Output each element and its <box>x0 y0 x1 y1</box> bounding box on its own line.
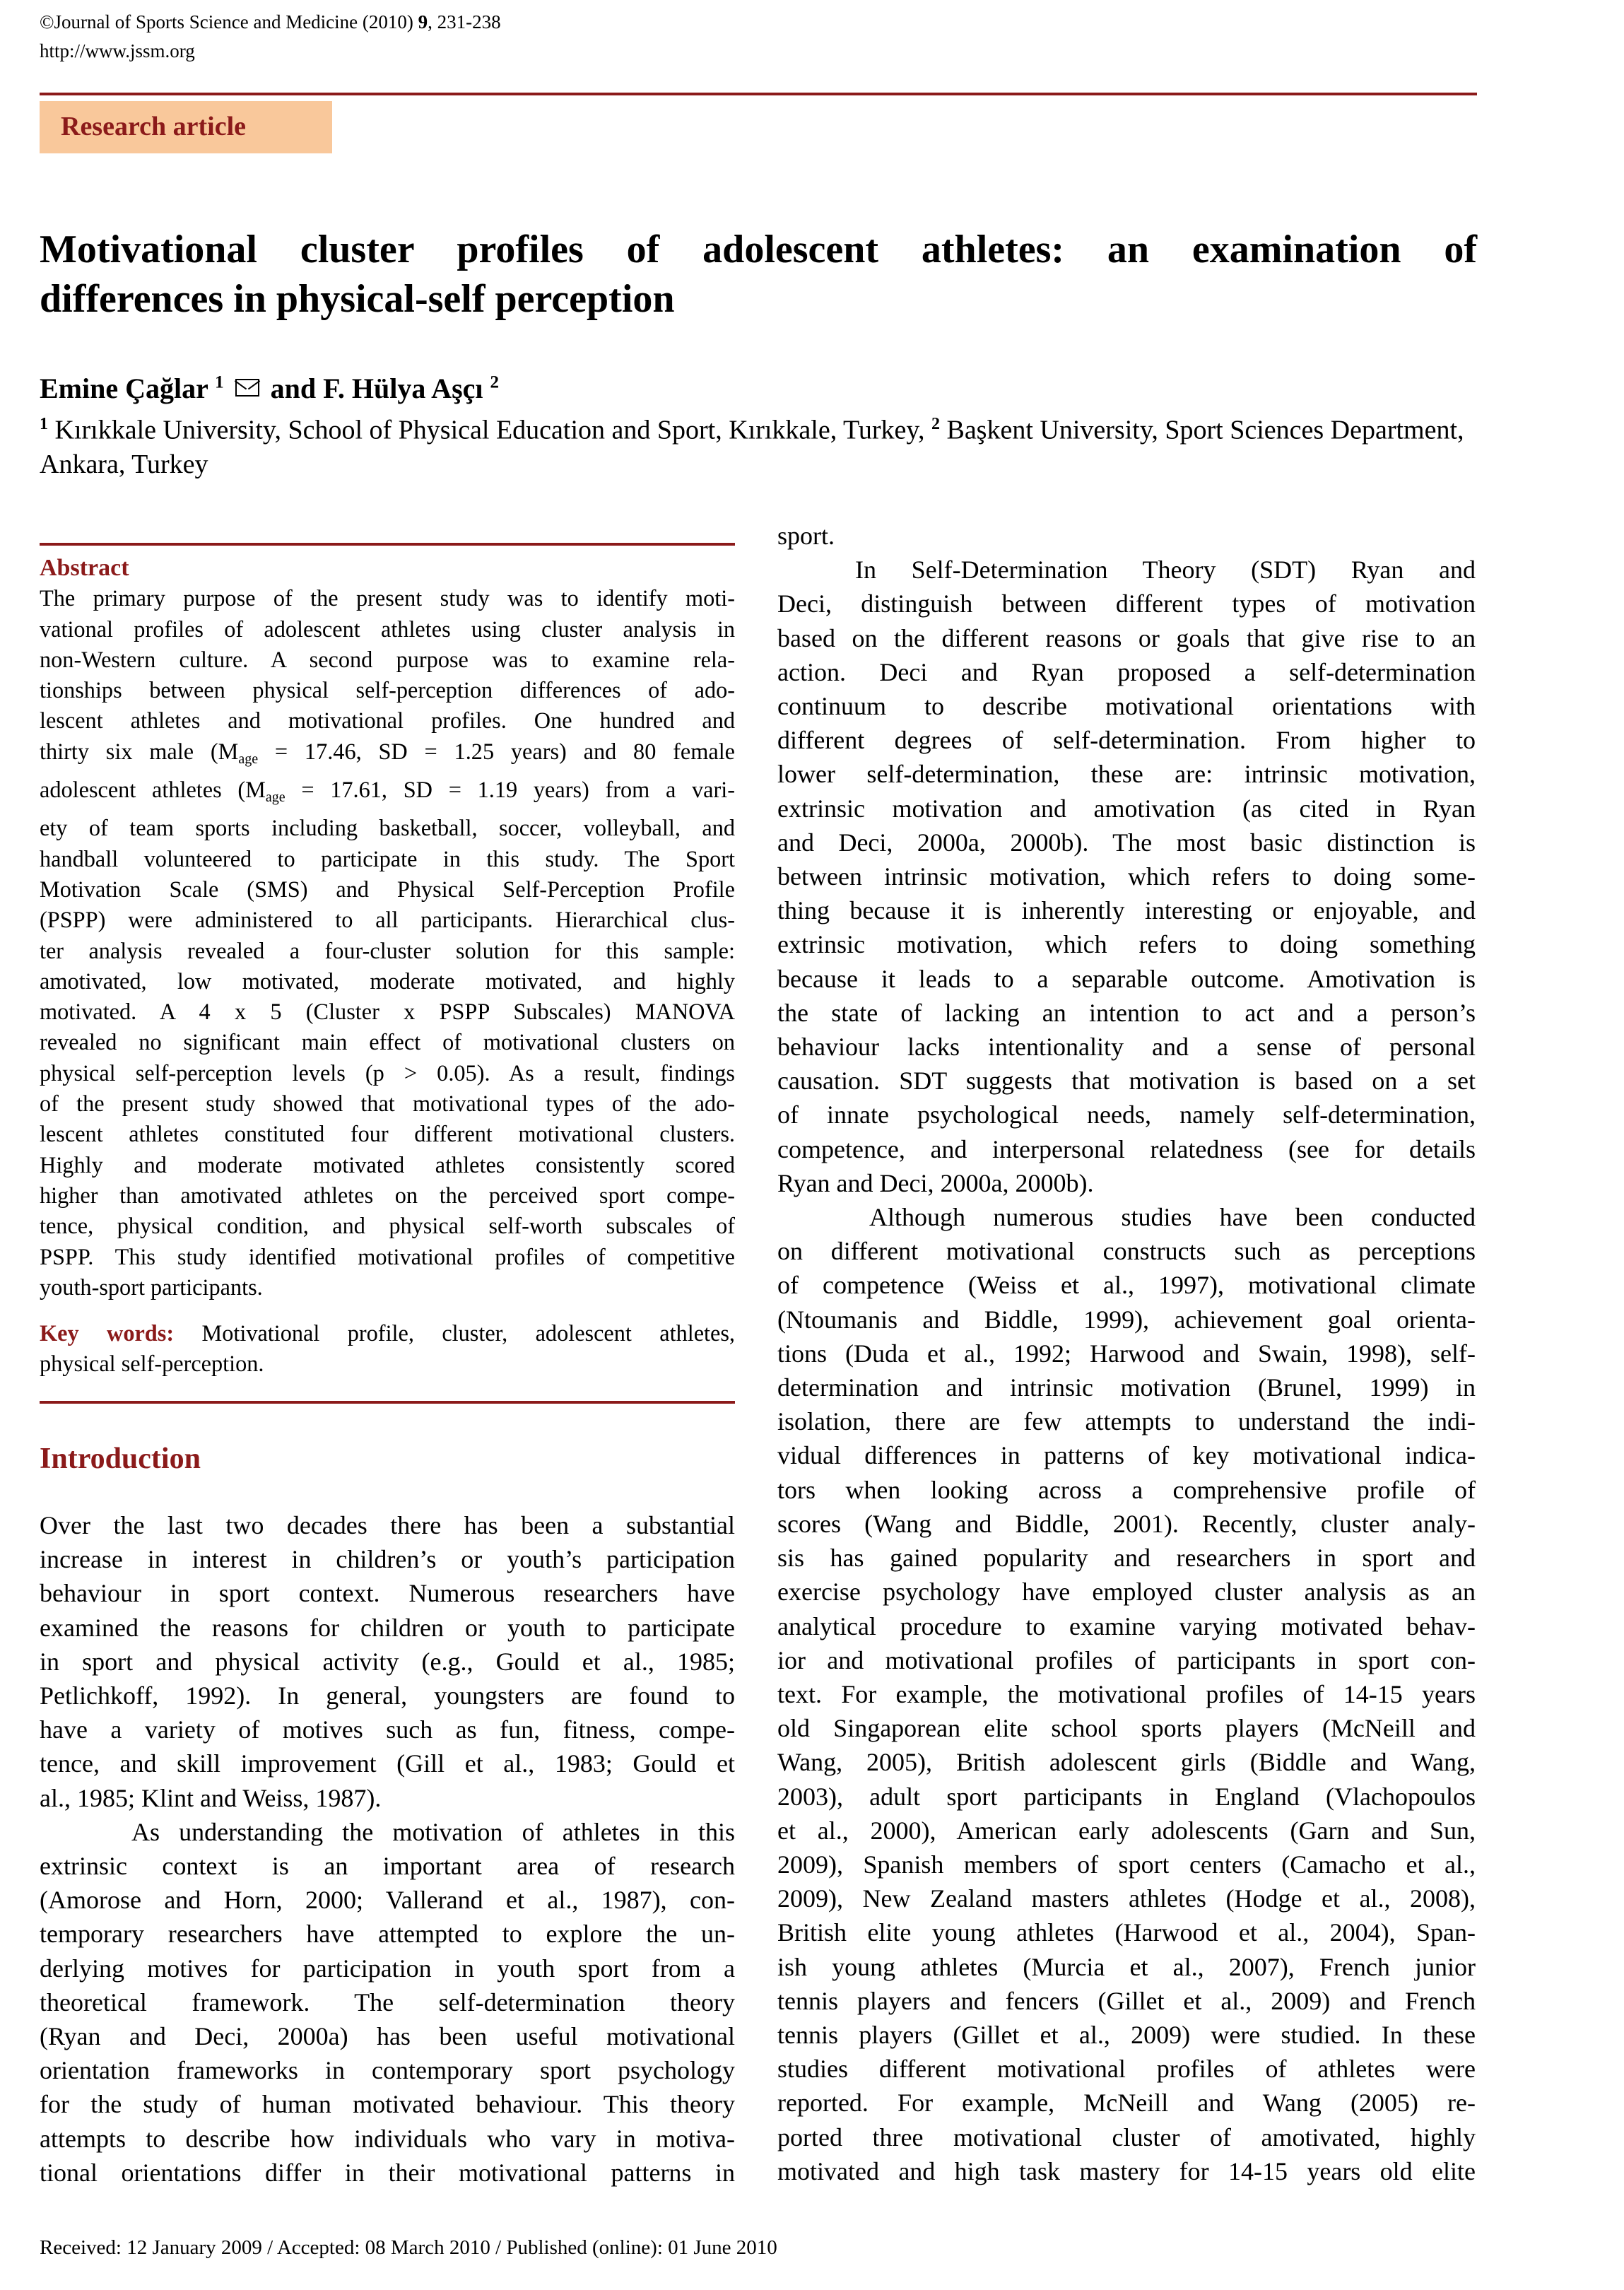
text-line: orientation frameworks in contemporary sport psychology <box>40 2056 735 2085</box>
abstract-bottom-rule <box>40 1401 735 1404</box>
text-line: derlying motives for participation in youth sport from a <box>40 1954 735 1983</box>
text-line: As understanding the motivation of athletes in this <box>131 1817 735 1846</box>
abstract-top-rule <box>40 543 735 546</box>
text-line: Petlichkoff, 1992). In general, youngsters are found to <box>40 1681 735 1710</box>
text-line: higher than amotivated athletes on the perceived sport compe- <box>40 1182 735 1208</box>
text-line: PSPP. This study identified motivational profiles of competitive <box>40 1243 735 1269</box>
text-line: determination and intrinsic motivation (Brunel, 1999) in <box>777 1373 1476 1402</box>
text-line: reported. For example, McNeill and Wang (2005) re- <box>777 2089 1476 2118</box>
text-line: on different motivational constructs such as perceptions <box>777 1237 1476 1266</box>
keywords-line-2: physical self-perception. <box>40 1351 264 1377</box>
text-line: extrinsic motivation, which refers to doing something <box>777 930 1476 959</box>
text-line: tional orientations differ in their motivational patterns in <box>40 2158 735 2187</box>
keywords <box>40 1318 735 1380</box>
text-line: analytical procedure to examine varying motivated behav- <box>777 1611 1476 1640</box>
intro-column-left <box>40 1508 735 2190</box>
text-line: thirty six male ($M_{age} = 17.46$, SD = 1.25 years) and 80 female <box>40 738 736 767</box>
text-line: lescent athletes and motivational profiles. One hundred and <box>40 707 735 734</box>
text-line: tennis players and fencers (Gillet et al., 2009) and French <box>777 1986 1476 2015</box>
text-line: action. Deci and Ryan proposed a self-determination <box>777 657 1476 686</box>
text-line: tence, physical condition, and physical self-worth subscales of <box>40 1213 735 1239</box>
text-line: for the study of human motivated behaviour. This theory <box>40 2090 735 2119</box>
text-line: scores (Wang and Biddle, 2001). Recently, cluster analy- <box>777 1509 1476 1538</box>
right-paragraph-1 <box>777 553 1476 1200</box>
text-line: tions (Duda et al., 1992; Harwood and Swain, 1998), self- <box>777 1339 1476 1368</box>
text-line: continuum to describe motivational orientations with <box>777 692 1476 721</box>
text-line: ish young athletes (Murcia et al., 2007), French junior <box>777 1952 1476 1981</box>
journal-citation <box>40 10 501 34</box>
text-line: In Self-Determination Theory (SDT) Ryan and <box>855 556 1476 585</box>
text-line: vidual differences in patterns of key motivational indica- <box>777 1441 1476 1470</box>
text-line: of the present study showed that motivational types of the ado- <box>40 1091 735 1117</box>
text-line: Highly and moderate motivated athletes consistently scored <box>40 1151 735 1178</box>
text-line: (Ryan and Deci, 2000a) has been useful motivational <box>40 2022 735 2051</box>
text-line: 2009), New Zealand masters athletes (Hodge et al., 2008), <box>777 1884 1476 1913</box>
text-line: The primary purpose of the present study was to identify moti- <box>40 585 735 611</box>
intro-paragraph-2 <box>40 1815 735 2190</box>
text-line: (Ntoumanis and Biddle, 1999), achievement goal orienta- <box>777 1305 1476 1334</box>
text-line: ter analysis revealed a four-cluster solution for this sample: <box>40 937 735 963</box>
text-line: behaviour in sport context. Numerous researchers have <box>40 1579 735 1608</box>
text-line: adolescent athletes ($M_{age} = 17.61$, SD = 1.19 years) from a vari- <box>40 777 735 806</box>
text-line: tence, and skill improvement (Gill et al., 1983; Gould et <box>40 1749 735 1778</box>
text-line: 2009), Spanish members of sport centers (Camacho et al., <box>777 1850 1476 1879</box>
text-line: different degrees of self-determination. From higher to <box>777 726 1476 755</box>
text-line: tennis players (Gillet et al., 2009) were studied. In these <box>777 2020 1476 2049</box>
article-type-label: Research article <box>61 112 247 141</box>
author-1-sup: 1 <box>215 372 224 392</box>
text-line: in sport and physical activity (e.g., Gould et al., 1985; <box>40 1647 735 1676</box>
text-line: Ryan and Deci, 2000a, 2000b). <box>777 1168 1094 1197</box>
text-line: et al., 2000), American early adolescents (Garn and Sun, <box>777 1816 1476 1845</box>
text-line: ior and motivational profiles of participants in sport con- <box>777 1645 1476 1674</box>
journal-line: ©Journal of Sports Science and Medicine (2010) <box>40 11 418 33</box>
text-line: British elite young athletes (Harwood et al., 2004), Span- <box>777 1918 1476 1947</box>
text-line: attempts to describe how individuals who vary in motiva- <box>40 2124 735 2153</box>
text-line: between intrinsic motivation, which refers to doing some- <box>777 862 1476 891</box>
right-paragraph-2 <box>777 1200 1476 2188</box>
text-line: tionships between physical self-perception differences of ado- <box>40 677 735 703</box>
text-line: youth-sport participants. <box>40 1274 263 1300</box>
article-type-badge <box>40 101 332 153</box>
text-line: text. For example, the motivational profiles of 14-15 years <box>777 1679 1476 1708</box>
text-line: physical self-perception levels (p > 0.05). As a result, findings <box>40 1059 735 1086</box>
journal-volume: 9 <box>418 11 428 33</box>
email-envelope-icon[interactable] <box>235 379 259 397</box>
text-line: of competence (Weiss et al., 1997), motivational climate <box>777 1271 1476 1300</box>
affil-1-text: Kırıkkale University, School of Physical Education and Sport, Kırıkkale, Turkey, <box>54 415 925 445</box>
journal-pages: , 231-238 <box>428 11 501 33</box>
text-line: al., 1985; Klint and Weiss, 1987). <box>40 1783 382 1812</box>
text-line: examined the reasons for children or youth to participate <box>40 1613 735 1642</box>
abstract-block <box>40 553 735 1380</box>
text-line: vational profiles of adolescent athletes using cluster analysis in <box>40 616 735 642</box>
text-line: (Amorose and Horn, 2000; Vallerand et al., 1987), con- <box>40 1886 735 1915</box>
text-line: amotivated, low motivated, moderate motivated, and highly <box>40 968 735 994</box>
text-line: Wang, 2005), British adolescent girls (Biddle and Wang, <box>777 1748 1476 1777</box>
text-line: have a variety of motives such as fun, fitness, compe- <box>40 1715 735 1744</box>
text-line: studies different motivational profiles of athletes were <box>777 2055 1476 2084</box>
text-line: of innate psychological needs, namely self-determination, <box>777 1100 1476 1129</box>
keywords-label: Key words: <box>40 1320 175 1346</box>
text-line: because it leads to a separable outcome. Amotivation is <box>777 964 1476 993</box>
title-line-2: differences in physical-self perception <box>40 277 675 321</box>
introduction-heading: Introduction <box>40 1443 201 1475</box>
affil-1-sup: 1 <box>40 415 48 433</box>
author-1: Emine Çağlar <box>40 372 208 404</box>
title-line-1: Motivational cluster profiles of adolescent athletes: an examination of <box>40 228 1477 271</box>
text-line: based on the different reasons or goals that give rise to an <box>777 623 1476 652</box>
text-line: sis has gained popularity and researchers in sport and <box>777 1544 1476 1573</box>
journal-url[interactable]: http://www.jssm.org <box>40 40 195 61</box>
text-line: Motivation Scale (SMS) and Physical Self-Perception Profile <box>40 876 735 902</box>
abstract-body <box>40 583 735 1303</box>
text-line: theoretical framework. The self-determination theory <box>40 1987 735 2016</box>
text-line: behaviour lacks intentionality and a sense of personal <box>777 1033 1476 1062</box>
text-line: revealed no significant main effect of motivational clusters on <box>40 1029 735 1055</box>
text-line: non-Western culture. A second purpose was to examine rela- <box>40 646 735 672</box>
text-line: and Deci, 2000a, 2000b). The most basic distinction is <box>777 828 1476 857</box>
text-line: causation. SDT suggests that motivation is based on a set <box>777 1067 1476 1096</box>
text-line: lescent athletes constituted four different motivational clusters. <box>40 1121 735 1147</box>
text-line: handball volunteered to participate in this study. The Sport <box>40 845 735 871</box>
text-line: increase in interest in children’s or youth’s participation <box>40 1545 735 1574</box>
text-line: Although numerous studies have been conducted <box>869 1203 1476 1232</box>
text-line: Deci, distinguish between different types of motivation <box>777 589 1476 618</box>
text-line: competence, and interpersonal relatedness (see for details <box>777 1134 1476 1163</box>
text-line: old Singaporean elite school sports players (McNeill and <box>777 1714 1476 1743</box>
text-line: lower self-determination, these are: intrinsic motivation, <box>777 760 1476 789</box>
affil-2-text: Başkent University, Sport Sciences Department, Ankara, Turkey <box>40 415 1464 479</box>
text-line: motivated and high task mastery for 14-15 years old elite <box>777 2156 1476 2185</box>
text-line: extrinsic context is an important area of research <box>40 1852 735 1881</box>
right-paragraph-0: sport. <box>777 522 835 550</box>
text-line: temporary researchers have attempted to explore the un- <box>40 1920 735 1949</box>
intro-column-right <box>777 519 1476 2188</box>
text-line: the state of lacking an intention to act and a person’s <box>777 998 1476 1027</box>
text-line: isolation, there are few attempts to understand the indi- <box>777 1407 1476 1436</box>
text-line: (PSPP) were administered to all participants. Hierarchical clus- <box>40 907 735 933</box>
affiliations <box>40 407 1481 481</box>
text-line: Over the last two decades there has been a substantial <box>40 1511 735 1539</box>
text-line: ported three motivational cluster of amotivated, highly <box>777 2122 1476 2151</box>
authors <box>40 372 499 405</box>
text-line: thing because it is inherently interesting or enjoyable, and <box>777 896 1476 925</box>
keywords-line-1: Motivational profile, cluster, adolescent athletes, <box>201 1320 735 1346</box>
text-line: exercise psychology have employed cluster analysis as an <box>777 1578 1476 1607</box>
text-line: extrinsic motivation and amotivation (as cited in Ryan <box>777 794 1476 823</box>
affil-2-sup: 2 <box>931 415 940 433</box>
author-2: and F. Hülya Aşçı <box>270 372 483 404</box>
author-2-sup: 2 <box>490 372 499 392</box>
intro-paragraph-1 <box>40 1508 735 1815</box>
text-line: tors when looking across a comprehensive profile of <box>777 1475 1476 1504</box>
header-rule <box>40 93 1477 95</box>
abstract-heading: Abstract <box>40 555 129 581</box>
received-dates: Received: 12 January 2009 / Accepted: 08 March 2010 / Published (online): 01 June 2010 <box>40 2236 777 2259</box>
text-line: 2003), adult sport participants in England (Vlachopoulos <box>777 1782 1476 1811</box>
paper-title <box>40 225 1477 324</box>
text-line: ety of team sports including basketball, soccer, volleyball, and <box>40 815 735 841</box>
text-line: motivated. A 4 x 5 (Cluster x PSPP Subscales) MANOVA <box>40 999 735 1025</box>
